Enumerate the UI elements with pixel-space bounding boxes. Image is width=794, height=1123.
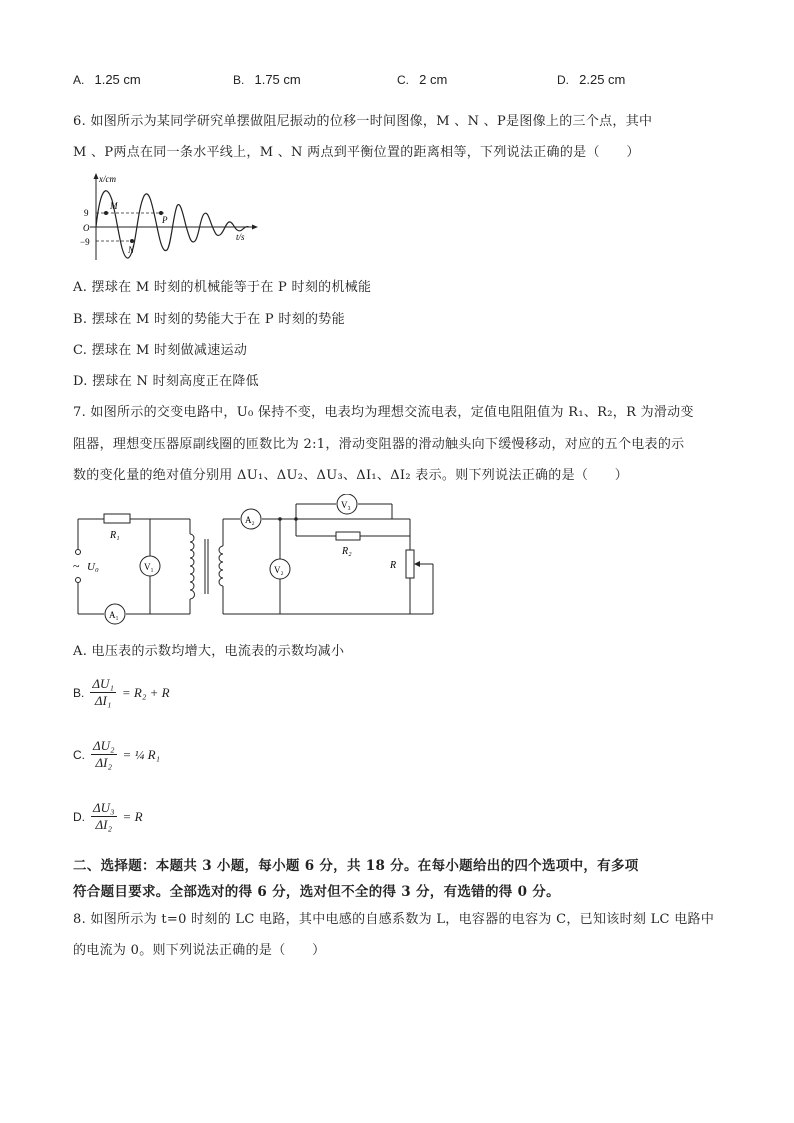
q6-option-a[interactable]: A. 摆球在 M 时刻的机械能等于在 P 时刻的机械能 <box>73 280 372 295</box>
q5-option-c[interactable] <box>397 72 447 88</box>
q7-option-d[interactable] <box>73 800 143 833</box>
q7-option-c[interactable] <box>73 738 160 771</box>
v1-meter: V₁ <box>144 562 154 572</box>
q7-stem-line2: 阻器，理想变压器原副线圈的匝数比为 2:1，滑动变阻器的滑动触头向下缓慢移动，对应的五个电表的示 <box>73 437 685 452</box>
r1-label: R₁ <box>110 530 120 541</box>
fraction-denominator: ΔI₂ <box>95 755 113 770</box>
section-2-heading-line1: 二、选择题：本题共 3 小题，每小题 6 分，共 18 分。在每小题给出的四个选项中，有多项 <box>73 858 639 874</box>
ac-source-symbol: ~ <box>73 559 80 573</box>
q6-stem-line2: M 、P两点在同一条水平线上，M 、N 两点到平衡位置的距离相等，下列说法正确的是（ ） <box>73 145 640 160</box>
v3-meter: V₃ <box>341 500 351 510</box>
q6-option-d[interactable]: D. 摆球在 N 时刻高度正在降低 <box>73 374 259 389</box>
q5-option-d[interactable] <box>557 72 625 88</box>
fraction-denominator: ΔI₂ <box>95 817 113 832</box>
q7-option-a[interactable]: A. 电压表的示数均增大，电流表的示数均减小 <box>73 644 345 659</box>
option-letter: C. <box>397 73 409 87</box>
r2-label: R₂ <box>342 546 352 557</box>
fraction-numerator: ΔU₂ <box>93 738 115 753</box>
graph-point-p: P <box>162 215 168 225</box>
q7-option-b[interactable] <box>73 676 170 709</box>
graph-point-n: N <box>128 245 135 255</box>
q7-stem-line3: 数的变化量的绝对值分别用 ΔU₁、ΔU₂、ΔU₃、ΔI₁、ΔI₂ 表示。则下列说法正确的是（ ） <box>73 468 629 483</box>
fraction-denominator: ΔI₁ <box>94 693 112 708</box>
q8-stem-line1: 8. 如图所示为 t=0 时刻的 LC 电路，其中电感的自感系数为 L，电容器的电容为 C，已知该时刻 LC 电路中 <box>73 912 715 927</box>
equation-rhs: = R₂ + R <box>121 684 170 700</box>
q6-stem-line1: 6. 如图所示为某同学研究单摆做阻尼振动的位移一时间图像，M 、N 、P是图像上的三个点，其中 <box>73 114 653 129</box>
q5-option-a[interactable] <box>73 72 141 88</box>
q7-stem-line1: 7. 如图所示的交变电路中，U₀ 保持不变，电表均为理想交流电表，定值电阻阻值为 R₁、R₂，R 为滑动变 <box>73 405 694 420</box>
graph-tick-pos: 9 <box>84 208 89 218</box>
option-letter: A. <box>73 73 85 87</box>
fraction <box>91 800 117 833</box>
fraction <box>91 738 117 771</box>
q6-option-b[interactable]: B. 摆球在 M 时刻的势能大于在 P 时刻的势能 <box>73 312 345 327</box>
fraction-numerator: ΔU₃ <box>93 800 115 815</box>
fraction-numerator: ΔU₁ <box>92 676 114 691</box>
graph-xlabel: t/s <box>236 232 245 242</box>
q8-stem-line2: 的电流为 0。则下列说法正确的是（ ） <box>73 943 326 958</box>
graph-point-m: M <box>110 201 118 211</box>
option-value: 1.75 cm <box>254 72 301 87</box>
section-2-heading-line2: 符合题目要求。全部选对的得 6 分，选对但不全的得 3 分，有选错的得 0 分。 <box>73 884 560 900</box>
a2-meter: A₂ <box>245 515 255 525</box>
q7-transformer-circuit-diagram <box>70 494 450 629</box>
option-letter: B. <box>73 685 85 700</box>
graph-ylabel: x/cm <box>99 174 116 184</box>
equation-rhs: = ¼ R₁ <box>122 746 161 762</box>
graph-origin: O <box>83 223 90 233</box>
r-label: R <box>390 560 397 571</box>
option-letter: B. <box>233 73 245 87</box>
q5-option-b[interactable] <box>233 72 301 88</box>
option-letter: D. <box>557 73 569 87</box>
option-letter: D. <box>73 809 85 824</box>
equation-rhs: = R <box>122 808 143 824</box>
v2-meter: V₂ <box>274 565 284 575</box>
option-value: 2.25 cm <box>579 72 626 87</box>
u0-label: U₀ <box>87 561 99 573</box>
q6-damped-oscillation-graph <box>76 170 266 265</box>
q6-option-c[interactable]: C. 摆球在 M 时刻做减速运动 <box>73 343 248 358</box>
fraction <box>90 676 116 709</box>
option-value: 1.25 cm <box>94 72 141 87</box>
option-letter: C. <box>73 747 85 762</box>
a1-meter: A₁ <box>109 610 119 620</box>
graph-tick-neg: −9 <box>80 237 90 247</box>
option-value: 2 cm <box>419 72 448 87</box>
